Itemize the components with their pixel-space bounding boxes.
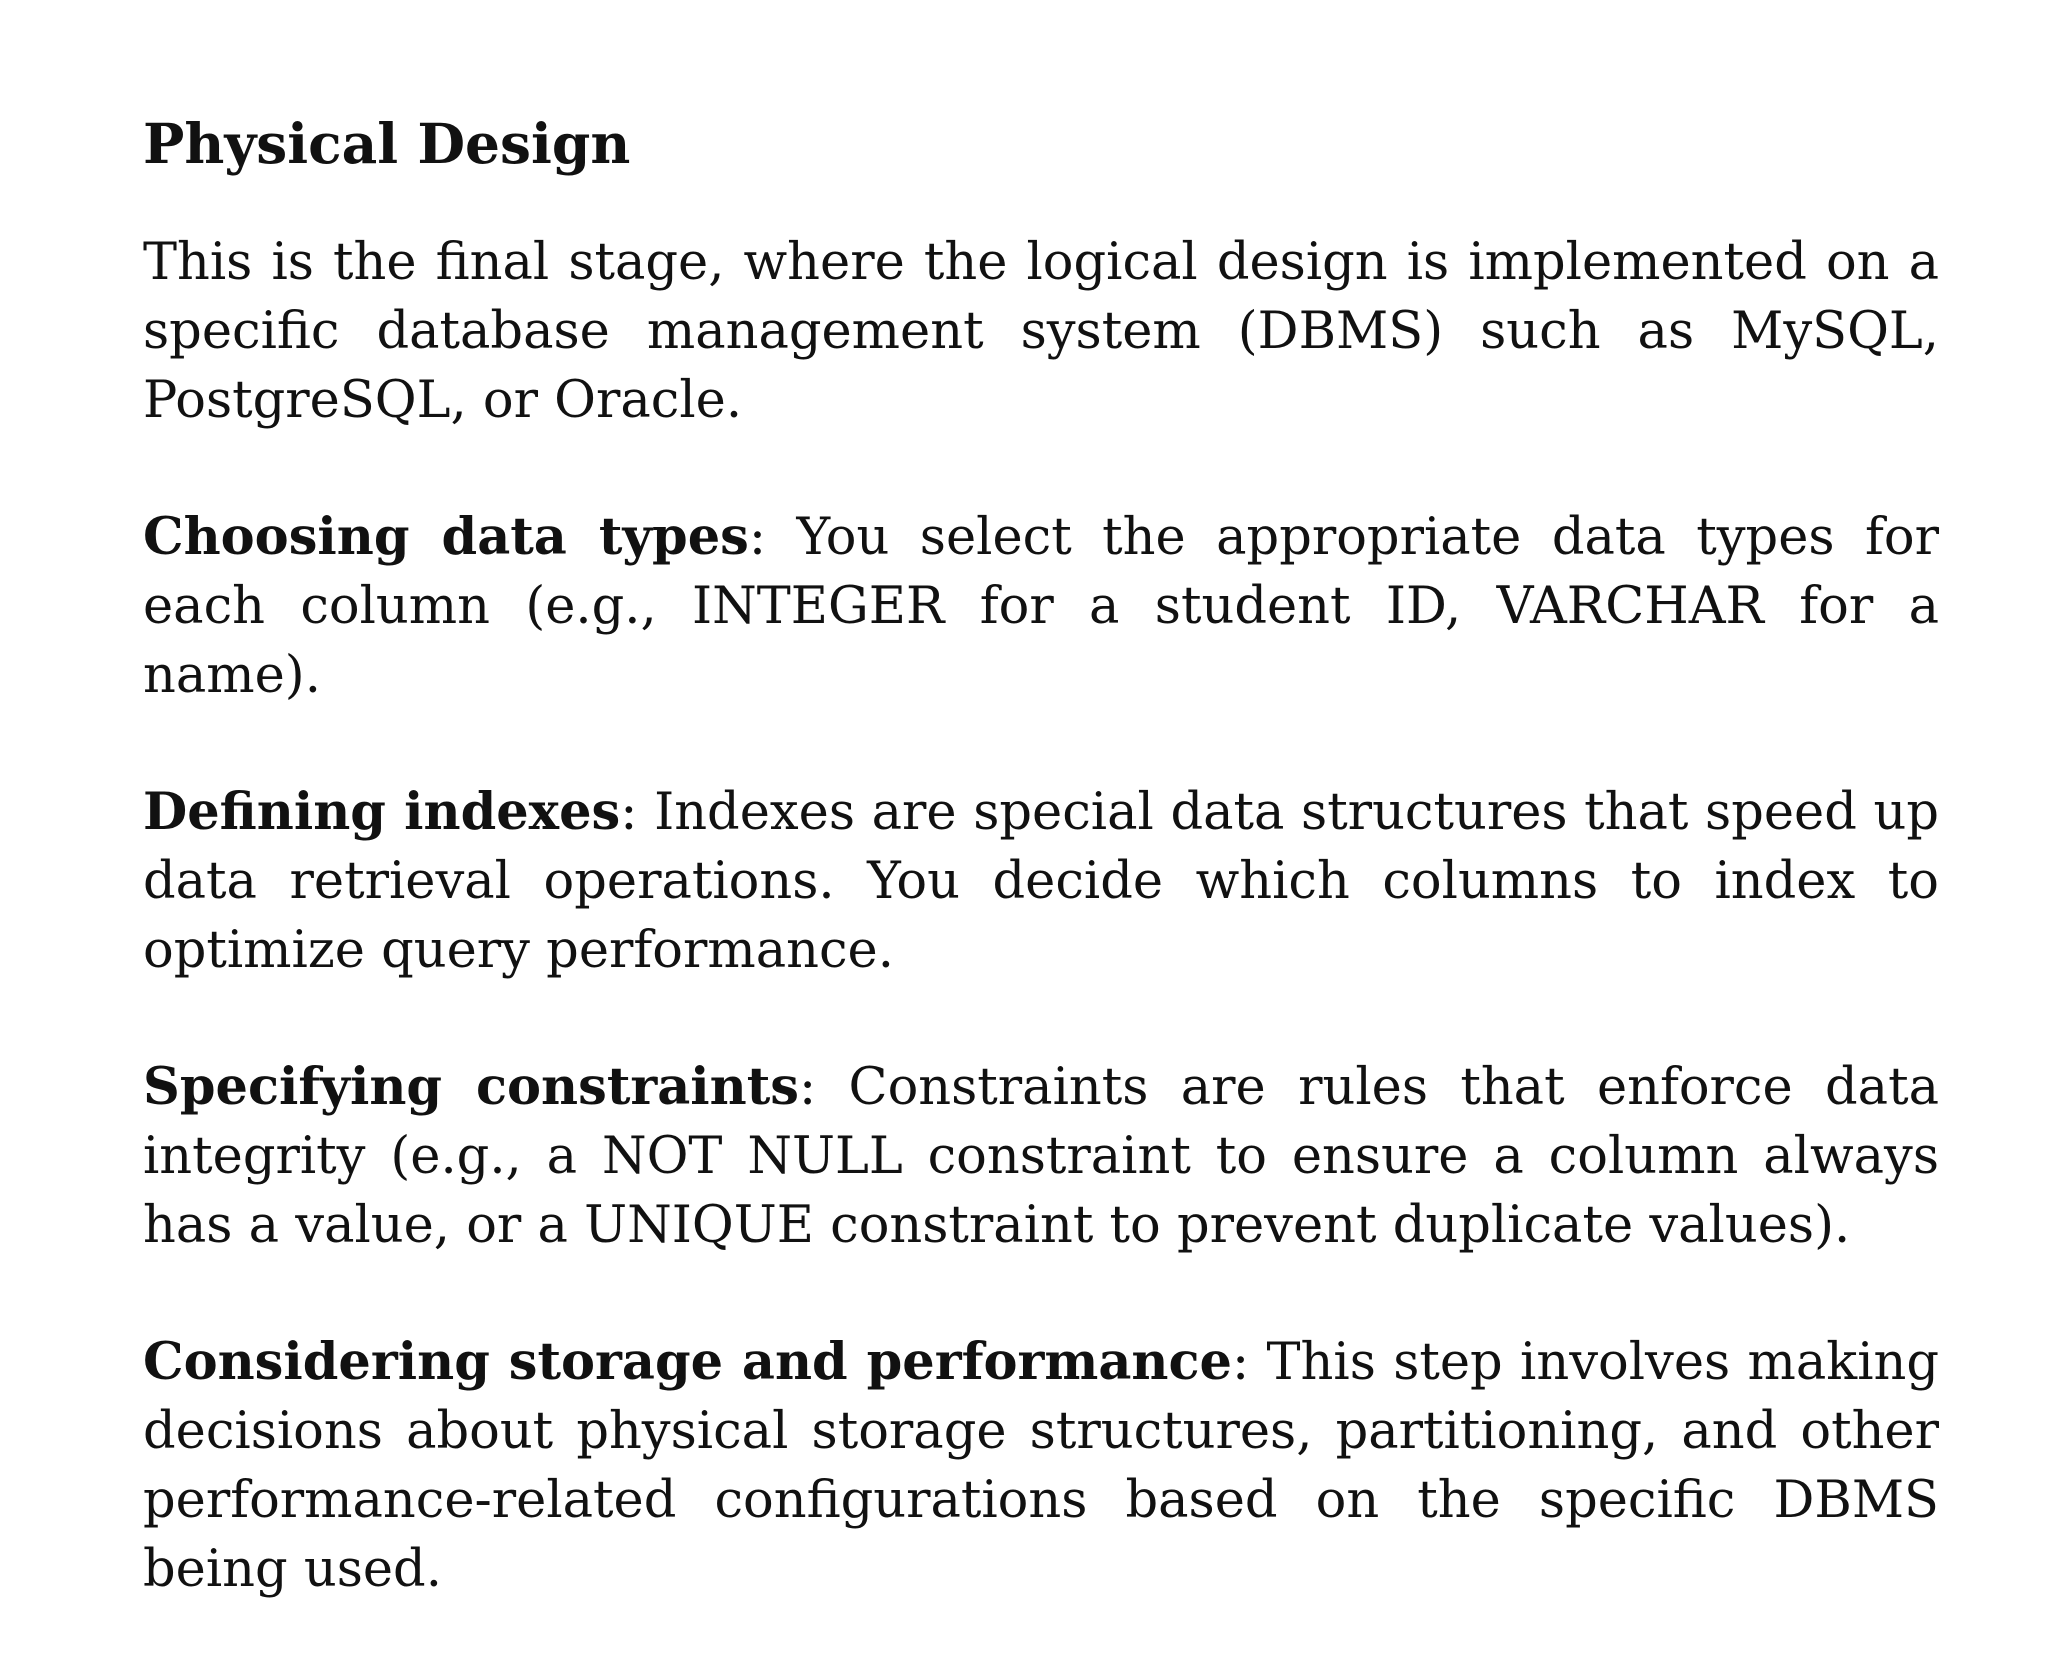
intro-paragraph: This is the final stage, where the logical design is implemented on a specific database management system (DBMS) such as MySQL, PostgreSQL, or Oracle. [143, 233, 1939, 430]
page-title: Physical Design [143, 111, 631, 176]
section-paragraph-constraints [143, 1053, 1939, 1260]
section-paragraph-indexes [143, 778, 1939, 985]
section-text: This step involves making decisions about physical storage structures, partitioning, and other performance-related configurations based on the specific DBMS being used. [143, 1333, 1939, 1599]
section-text: Indexes are special data structures that speed up data retrieval operations. You decide which columns to index to optimize query performance. [143, 783, 1939, 980]
term-separator: : [748, 508, 767, 567]
section-term: Considering storage and performance [143, 1332, 1232, 1392]
section-text: You select the appropriate data types for each column (e.g., INTEGER for a student ID, VARCHAR for a name). [143, 508, 1939, 705]
section-term: Specifying constraints [143, 1057, 800, 1117]
section-paragraph-data-types [143, 503, 1939, 710]
document-page [143, 108, 1939, 1672]
term-separator: : [799, 1058, 817, 1117]
term-separator: : [1232, 1333, 1250, 1392]
section-text: Constraints are rules that enforce data integrity (e.g., a NOT NULL constraint to ensure a column always has a value, or a UNIQUE constraint to prevent duplicate values). [143, 1058, 1939, 1255]
section-term: Choosing data types [143, 507, 749, 567]
section-term: Defining indexes [143, 782, 621, 842]
section-paragraph-storage-performance [143, 1328, 1939, 1604]
term-separator: : [620, 783, 638, 842]
